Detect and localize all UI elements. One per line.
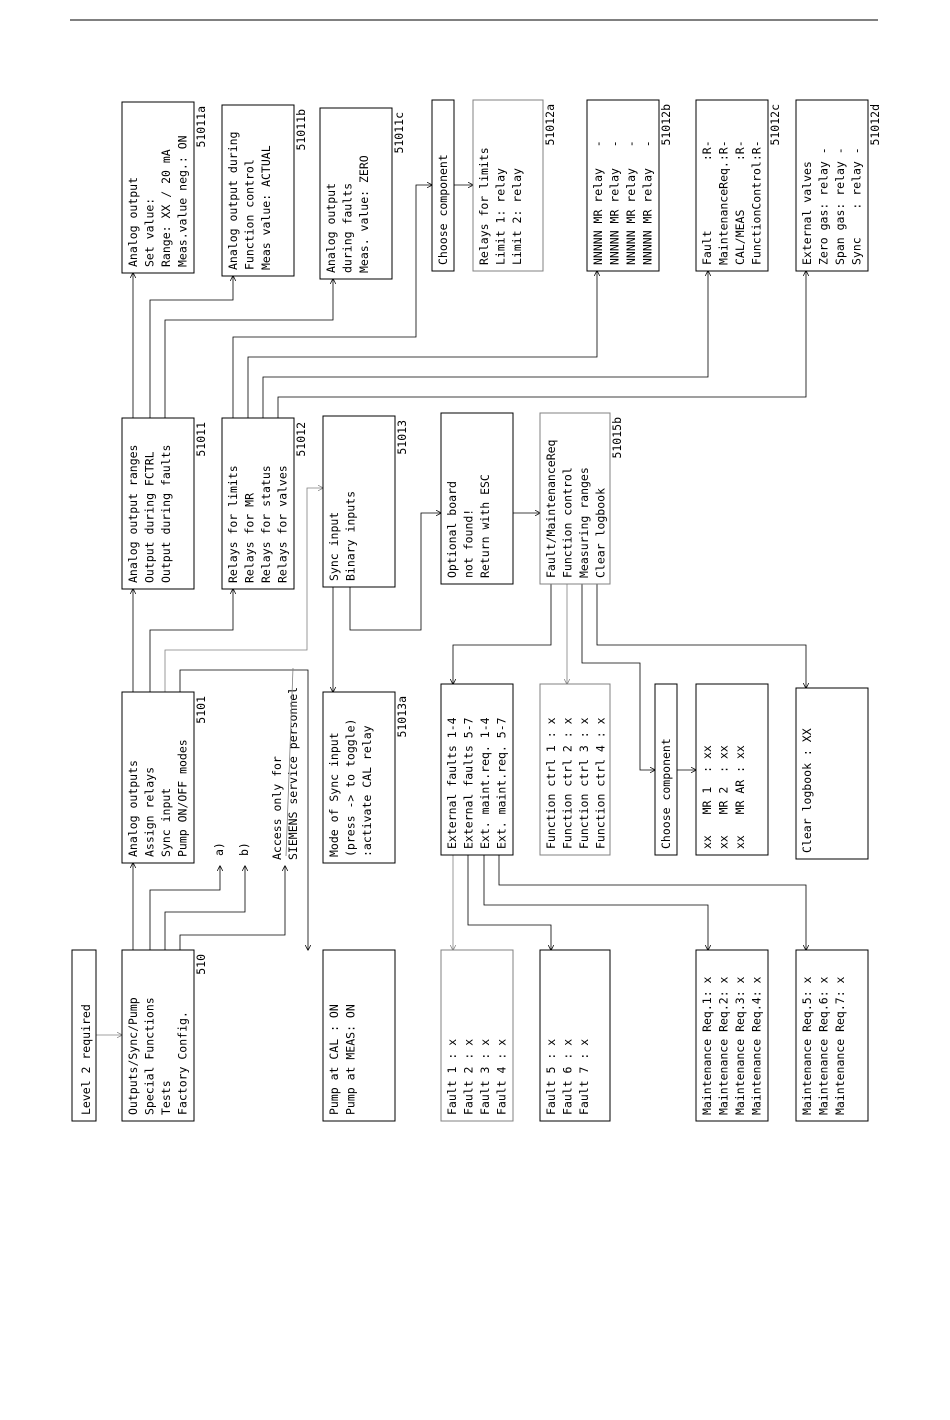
menu-box-b51012	[222, 418, 308, 589]
menu-box-line: Tests	[159, 1080, 173, 1115]
menu-box-line: NNNNN MR relay -	[624, 140, 638, 265]
menu-box-line: Zero gas: relay -	[816, 147, 831, 265]
menu-box-line: Sync input	[159, 787, 173, 857]
menu-box-line: Measuring ranges	[577, 467, 591, 578]
menu-box-line: xx MR 2 : xx	[716, 745, 731, 849]
menu-box-line: Maintenance Req.5: x	[800, 976, 814, 1115]
connector-arrow	[150, 276, 233, 418]
menu-box-line: Maintenance Req.2: x	[716, 976, 731, 1115]
menu-box-line: (press -> to toggle)	[343, 718, 358, 857]
menu-box-id: 51011c	[392, 112, 406, 154]
menu-box-pump	[323, 950, 395, 1121]
menu-box-line: Range: XX / 20 mA	[159, 149, 173, 267]
menu-box-line: Assign relays	[142, 766, 157, 857]
menu-box-b51012b	[587, 100, 673, 271]
menu-box-id: 51012	[294, 422, 308, 457]
menu-box-line: Analog output during	[226, 131, 240, 270]
menu-box-line: Function ctrl 2 : x	[560, 717, 575, 849]
menu-box-line: Meas. value: ZERO	[357, 155, 371, 273]
menu-box-line: during faults	[340, 182, 355, 273]
menu-box-maint57	[796, 950, 868, 1121]
menu-box-line: Analog output ranges	[126, 444, 140, 583]
menu-box-b5101	[122, 692, 208, 863]
menu-box-line: Limit 1: relay	[493, 168, 508, 265]
menu-box-line: Clear logbook	[593, 487, 608, 578]
menu-box-line: Relays for MR	[242, 492, 257, 583]
menu-box-line: External faults 1-4	[445, 717, 459, 849]
menu-box-line: Special Functions	[142, 997, 157, 1115]
connector-arrow	[453, 584, 551, 684]
menu-box-faults57	[540, 950, 610, 1121]
menu-box-line: Function ctrl 3 : x	[577, 717, 591, 849]
menu-box-choose2	[655, 684, 677, 855]
menu-box-line: Fault 3 : x	[478, 1038, 492, 1115]
menu-box-id: 51013	[395, 420, 409, 455]
menu-box-line: NNNNN MR relay -	[640, 140, 655, 265]
menu-box-line: Return with ESC	[478, 474, 492, 578]
menu-box-line: Output during faults	[159, 444, 173, 583]
menu-box-line: Fault :R-	[700, 140, 714, 265]
menu-box-b51015b	[540, 413, 624, 584]
menu-box-line: Fault 1 : x	[445, 1038, 459, 1115]
menu-box-line: Analog output	[324, 182, 338, 273]
connector-arrow	[597, 584, 806, 688]
connector-arrow	[165, 866, 245, 950]
menu-box-line: Sync input	[327, 511, 341, 581]
menu-box-line: xx MR AR : xx	[733, 745, 747, 849]
connector-arrow	[499, 855, 806, 950]
menu-box-extfaults	[441, 684, 513, 855]
menu-box-b51011a	[122, 102, 208, 273]
menu-box-line: Relays for valves	[275, 465, 290, 583]
menu-box-line: Choose component	[659, 738, 673, 849]
access-note-line1: Access only for	[270, 756, 284, 860]
menu-box-id: 51012c	[768, 104, 782, 146]
menu-box-id: 51012b	[659, 104, 673, 146]
menu-box-choose1	[432, 100, 454, 271]
menu-box-line: Fault 5 : x	[544, 1038, 558, 1115]
menu-box-line: Mode of Sync input	[327, 732, 341, 857]
menu-box-line: Fault 6 : x	[560, 1038, 575, 1115]
menu-box-line: Pump ON/OFF modes	[175, 739, 190, 857]
connector-arrow	[263, 271, 708, 418]
menu-box-line: Binary inputs	[343, 490, 358, 581]
menu-box-line: Relays for status	[259, 465, 273, 583]
side-label-b: b)	[237, 842, 251, 856]
menu-box-b51011b	[222, 105, 308, 276]
menu-box-b51011	[122, 418, 208, 589]
menu-box-id: 51011	[194, 422, 208, 457]
menu-box-line: Pump at CAL : ON	[327, 1004, 341, 1115]
connector-arrow	[278, 271, 806, 418]
menu-box-b51013	[323, 416, 409, 587]
menu-box-mr	[696, 684, 768, 855]
menu-box-line: Meas.value neg.: ON	[175, 135, 190, 267]
menu-box-line: FunctionControl:R-	[749, 140, 764, 265]
menu-box-id: 51015b	[610, 417, 624, 459]
side-label-a: a)	[212, 842, 226, 856]
menu-box-line: CAL/MEAS :R-	[733, 140, 747, 265]
menu-box-line: Function control	[560, 467, 575, 578]
menu-box-line: Sync : relay -	[849, 147, 864, 265]
menu-box-id: 510	[194, 954, 208, 975]
menu-box-id: 5101	[194, 696, 208, 724]
menu-box-b510	[122, 950, 208, 1121]
menu-box-line: Set value:	[142, 197, 157, 267]
menu-box-line: Function ctrl 1 : x	[544, 717, 558, 849]
menu-box-line: Fault 7 : x	[577, 1038, 591, 1115]
menu-box-line: Clear logbook : XX	[800, 728, 814, 853]
menu-box-line: Ext. maint.req. 1-4	[478, 717, 492, 849]
menu-box-line: Meas value: ACTUAL	[259, 145, 273, 270]
menu-box-line: Function control	[242, 159, 257, 270]
connector-arrow	[150, 866, 220, 950]
menu-box-maint14	[696, 950, 768, 1121]
menu-box-id: 51012d	[868, 104, 882, 146]
menu-box-line: Maintenance Req.1: x	[700, 976, 714, 1115]
access-note-line2: SIEMENS service personnel	[286, 686, 300, 860]
menu-box-b51011c	[320, 108, 406, 279]
menu-box-line: Factory Config.	[175, 1011, 190, 1115]
menu-box-line: :activate CAL relay	[360, 725, 374, 857]
menu-box-line: not found!	[461, 508, 476, 578]
menu-box-line: Limit 2: relay	[510, 168, 524, 265]
menu-box-line: Pump at MEAS: ON	[343, 1004, 358, 1115]
menu-box-b51012a	[473, 100, 557, 271]
menu-box-line: Analog output	[126, 176, 140, 267]
menu-box-line: Maintenance Req.6: x	[816, 976, 831, 1115]
menu-box-line: Optional board	[445, 481, 459, 578]
connector-arrow	[180, 866, 285, 950]
menu-box-line: Fault 2 : x	[461, 1038, 476, 1115]
connector-arrow	[468, 855, 551, 950]
menu-box-line: NNNNN MR relay -	[591, 140, 605, 265]
menu-box-b51012c	[696, 100, 782, 271]
menu-box-line: Function ctrl 4 : x	[593, 717, 608, 849]
menu-box-line: Relays for limits	[226, 465, 240, 583]
menu-box-funcctrl	[540, 684, 610, 855]
menu-box-line: External valves	[800, 161, 814, 265]
menu-box-line: Span gas: relay -	[833, 147, 847, 265]
connector-arrow	[484, 855, 708, 950]
menu-box-line: Fault 4 : x	[494, 1038, 509, 1115]
menu-box-id: 51011b	[294, 109, 308, 151]
menu-box-line: Outputs/Sync/Pump	[126, 997, 140, 1115]
menu-box-id: 51011a	[194, 106, 208, 148]
menu-box-logbook	[796, 688, 868, 859]
menu-box-b51013a	[323, 692, 409, 863]
connector-arrow	[248, 271, 597, 418]
menu-box-line: Fault/MaintenanceReq	[544, 439, 558, 578]
menu-box-b51012d	[796, 100, 882, 271]
level-note	[72, 950, 96, 1121]
menu-box-line: Maintenance Req.4: x	[749, 976, 764, 1115]
menu-box-faults14	[441, 950, 513, 1121]
level-note-text: Level 2 required	[79, 1004, 93, 1115]
connector-arrow	[150, 589, 233, 692]
menu-box-line: MaintenanceReq.:R-	[716, 140, 731, 265]
menu-box-line: Ext. maint.req. 5-7	[494, 717, 509, 849]
menu-box-line: Maintenance Req.3: x	[733, 976, 747, 1115]
menu-box-line: Output during FCTRL	[142, 451, 157, 583]
menu-box-line: Analog outputs	[126, 760, 140, 857]
menu-box-optional	[441, 413, 513, 584]
menu-box-line: NNNNN MR relay -	[607, 140, 622, 265]
connector-group	[96, 182, 806, 1035]
menu-box-id: 51012a	[543, 104, 557, 146]
menu-box-line: External faults 5-7	[461, 717, 476, 849]
menu-box-id: 51013a	[395, 696, 409, 738]
menu-box-line: Maintenance Req.7: x	[833, 976, 847, 1115]
menu-box-line: Choose component	[436, 154, 450, 265]
menu-box-line: Relays for limits	[477, 147, 491, 265]
menu-box-line: xx MR 1 : xx	[700, 745, 714, 849]
menu-box-group	[122, 100, 882, 1121]
